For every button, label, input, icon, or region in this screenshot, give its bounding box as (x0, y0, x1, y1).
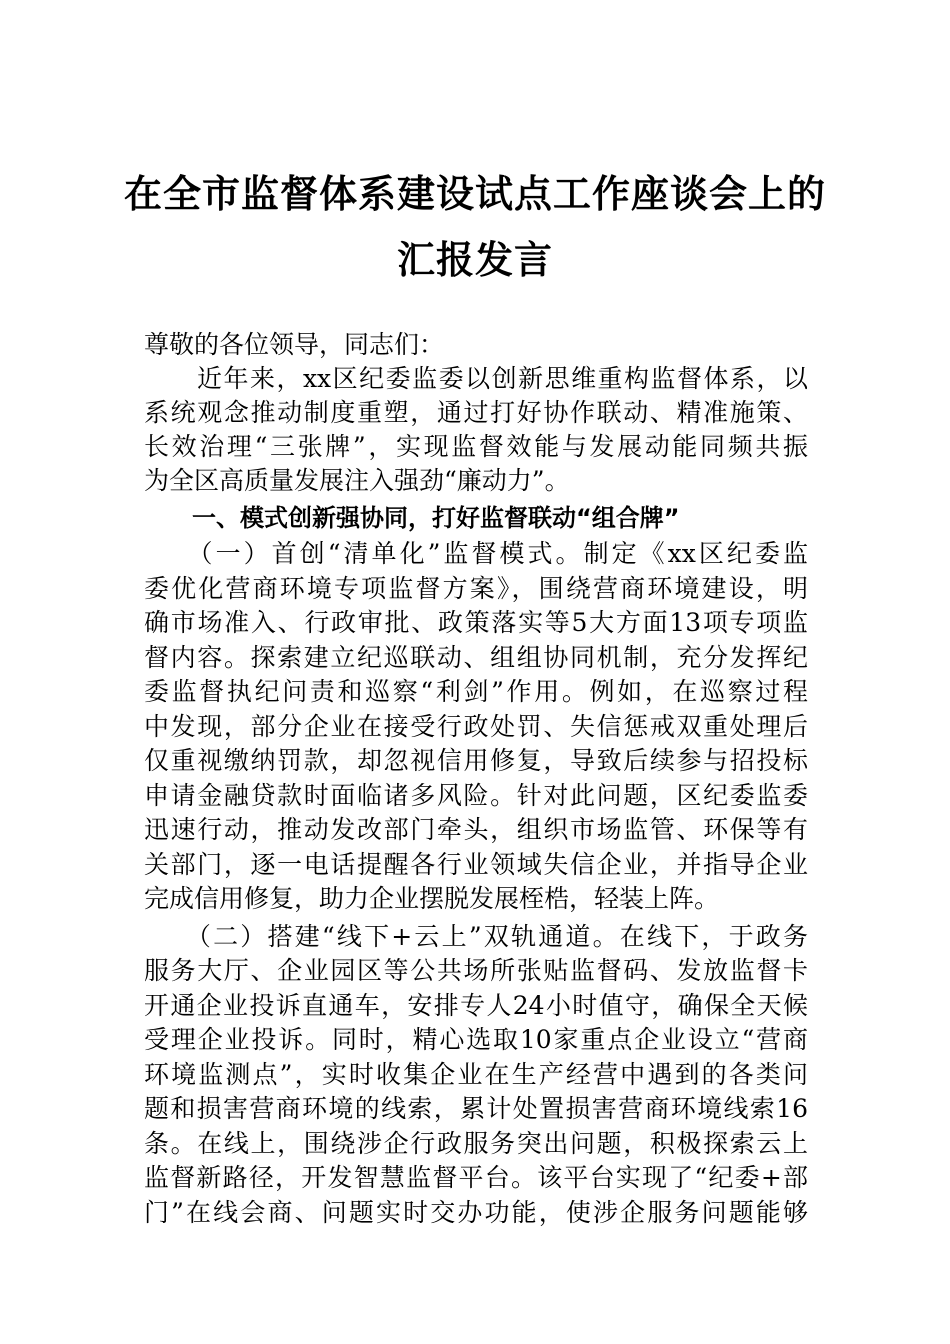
paragraph-line: 门”在线会商、问题实时交办功能，使涉企服务问题能够 (144, 1198, 808, 1227)
paragraph-line: 题和损害营商环境的线索，累计处置损害营商环境线索16 (144, 1094, 808, 1123)
salutation: 尊敬的各位领导，同志们： (144, 330, 445, 359)
paragraph-line: 受理企业投诉。同时，精心选取10家重点企业设立“营商 (144, 1025, 808, 1054)
document-title-line-1: 在全市监督体系建设试点工作座谈会上的 (123, 171, 826, 216)
paragraph-line: 条。在线上，围绕涉企行政服务突出问题，积极探索云上 (144, 1129, 808, 1158)
paragraph-line: 完成信用修复，助力企业摆脱发展桎梏，轻装上阵。 (144, 884, 720, 913)
paragraph-line: 开通企业投诉直通车，安排专人24小时值守，确保全天候 (144, 991, 808, 1020)
paragraph-line: 服务大厅、企业园区等公共场所张贴监督码、发放监督卡 (144, 956, 808, 985)
paragraph-line: 中发现，部分企业在接受行政处罚、失信惩戒双重处理后 (144, 712, 808, 741)
paragraph-line: 关部门，逐一电话提醒各行业领域失信企业，并指导企业 (144, 850, 808, 879)
paragraph-line: 仅重视缴纳罚款，却忽视信用修复，导致后续参与招投标 (144, 746, 808, 775)
paragraph-line: （二）搭建“线下+云上”双轨通道。在线下，于政务 (144, 922, 808, 951)
section-heading: 一、模式创新强协同，打好监督联动“组合牌” (144, 504, 680, 532)
paragraph-line: 申请金融贷款时面临诸多风险。针对此问题，区纪委监委 (144, 781, 808, 810)
paragraph-line: （一）首创“清单化”监督模式。制定《xx区纪委监 (144, 539, 808, 568)
paragraph-line: 为全区高质量发展注入强劲“廉动力”。 (144, 466, 570, 495)
paragraph-line: 长效治理“三张牌”，实现监督效能与发展动能同频共振 (144, 432, 808, 461)
paragraph-line: 系统观念推动制度重塑，通过打好协作联动、精准施策、 (144, 398, 808, 427)
paragraph-line: 委优化营商环境专项监督方案》，围绕营商环境建设，明 (144, 574, 808, 603)
paragraph-line: 监督新路径，开发智慧监督平台。该平台实现了“纪委+部 (144, 1163, 808, 1192)
paragraph-line: 督内容。探索建立纪巡联动、组组协同机制，充分发挥纪 (144, 643, 808, 672)
paragraph-line: 确市场准入、行政审批、政策落实等5大方面13项专项监 (144, 608, 808, 637)
paragraph-line: 委监督执纪问责和巡察“利剑”作用。例如，在巡察过程 (144, 677, 808, 706)
paragraph-line: 近年来，xx区纪委监委以创新思维重构监督体系，以 (144, 364, 808, 393)
paragraph-line: 迅速行动，推动发改部门牵头，组织市场监管、环保等有 (144, 815, 808, 844)
paragraph-line: 环境监测点”，实时收集企业在生产经营中遇到的各类问 (144, 1060, 808, 1089)
document-title-line-2: 汇报发言 (396, 237, 553, 282)
